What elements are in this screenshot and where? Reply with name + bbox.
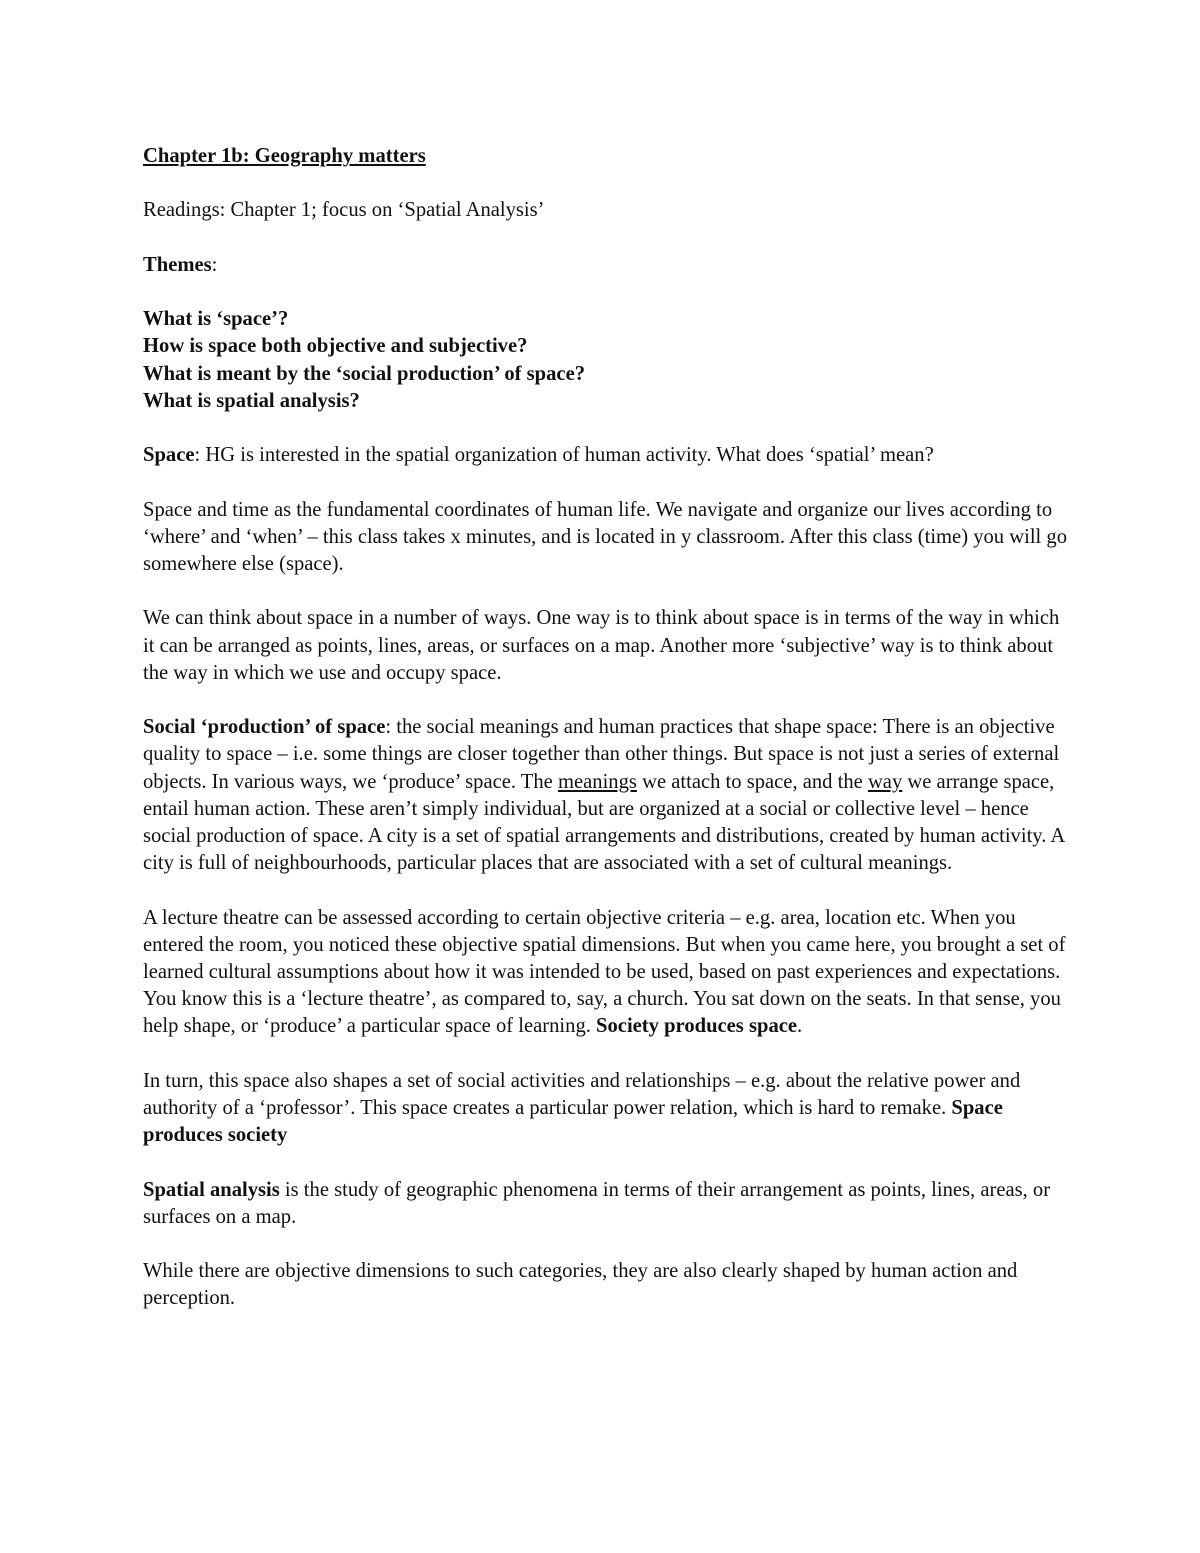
lecture-theatre-paragraph: A lecture theatre can be assessed according to certain objective criteria – e.g. area, location etc. When you entered the room, you noticed these objective spatial dimensions. But when you came here, you brought a set of learned cultural assumptions about how it was intended to be used, based on past experiences and expectations. You know this is a ‘lecture theatre’, as compared to, say, a church. You sat down on the seats. In that sense, you help shape, or ‘produce’ a particular space of learning. Society produces space.	[143, 906, 1066, 1038]
space-text: : HG is interested in the spatial organization of human activity. What does ‘spatial’ mean?	[194, 444, 934, 467]
themes-colon: :	[211, 253, 218, 276]
final-paragraph: While there are objective dimensions to such categories, they are also clearly shaped by human action and perception.	[143, 1260, 1018, 1310]
social-production-term: Social ‘production’ of space	[143, 716, 386, 739]
underlined-meanings: meanings	[557, 770, 637, 793]
document-body	[143, 143, 1068, 1313]
chapter-title: Chapter 1b: Geography matters	[143, 145, 426, 167]
space-paragraph	[143, 442, 1068, 469]
underlined-way: way	[867, 770, 903, 793]
spatial-analysis-term: Spatial analysis	[143, 1178, 280, 1201]
in-turn-paragraph: In turn, this space also shapes a set of social activities and relationships – e.g. about the relative power and authority of a ‘professor’. This space creates a particular power relation, which is hard to remake. Space produces society	[143, 1069, 1021, 1147]
space-time-paragraph: Space and time as the fundamental coordinates of human life. We navigate and organize our lives according to ‘where’ and ‘when’ – this class takes x minutes, and is located in y classroom. After this class (time) you will go somewhere else (space).	[143, 498, 1068, 575]
theme-question-1: What is ‘space’?	[143, 308, 289, 331]
readings-line: Readings: Chapter 1; focus on ‘Spatial Analysis’	[143, 199, 545, 222]
themes-label: Themes	[143, 253, 212, 276]
space-term: Space	[143, 444, 195, 467]
spatial-analysis-paragraph: Spatial analysis is the study of geographic phenomena in terms of their arrangement as points, lines, areas, or surfaces on a map.	[143, 1178, 1051, 1228]
theme-question-2: How is space both objective and subjective?	[143, 335, 528, 358]
theme-question-3: What is meant by the ‘social production’ of space?	[143, 362, 586, 385]
theme-question-4: What is spatial analysis?	[143, 389, 360, 412]
society-produces-space: Society produces space	[596, 1015, 798, 1038]
think-paragraph: We can think about space in a number of ways. One way is to think about space is in terms of the way in which it can be arranged as points, lines, areas, or surfaces on a map. Another more ‘subjective’ way is to think about the way in which we use and occupy space.	[143, 607, 1060, 684]
themes-heading	[143, 252, 1068, 279]
space-produces-society: Space produces society	[143, 1096, 1003, 1147]
social-production-paragraph: Social ‘production’ of space: the social meanings and human practices that shape space: There is an objective quality to space – i.e. some things are closer together than other things. But space is not just a series of external objects. In various ways, we ‘produce’ space. The meanings we attach to space, and the way we arrange space, entail human action. These aren’t simply individual, but are organized at a social or collective level – hence social production of space. A city is a set of spatial arrangements and distributions, created by human activity. A city is full of neighbourhoods, particular places that are associated with a set of cultural meanings.	[143, 716, 1065, 875]
